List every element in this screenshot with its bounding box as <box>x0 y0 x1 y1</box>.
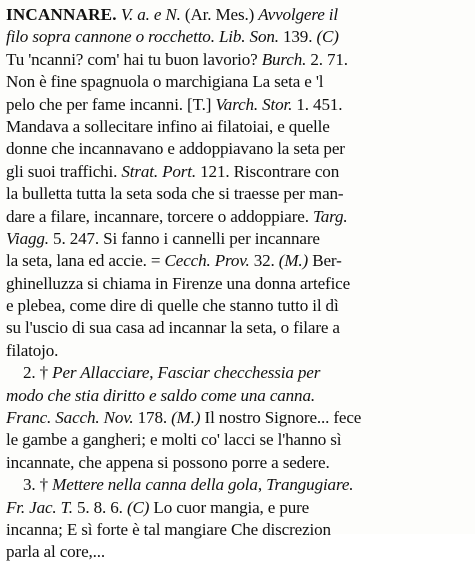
body-text: 3. † <box>23 475 53 495</box>
text-line <box>6 452 468 474</box>
body-text: parla al core,... <box>6 542 106 562</box>
italic-text: Fr. Jac. T. <box>6 497 73 517</box>
italic-text: Franc. Sacch. Nov. <box>6 408 134 428</box>
italic-text: Varch. Stor. <box>215 94 293 114</box>
text-line <box>6 94 468 116</box>
text-line <box>6 71 468 93</box>
text-line <box>6 49 468 71</box>
italic-text: filo sopra cannone o rocchetto. Lib. Son. <box>6 27 279 47</box>
italic-text: Strat. Port. <box>121 161 197 181</box>
body-text: 139. <box>278 27 317 47</box>
text-line <box>6 429 468 451</box>
italic-text: Avvolgere il <box>258 5 338 24</box>
body-text: filatojo. <box>6 340 59 360</box>
text-line <box>6 362 468 384</box>
text-line <box>6 295 468 317</box>
italic-text: Burch. <box>261 49 307 69</box>
body-text: dare a filare, incannare, torcere o addoppiare. <box>6 206 313 226</box>
text-line <box>6 541 468 563</box>
body-text: 32. <box>249 251 279 271</box>
text-line <box>6 206 468 228</box>
body-text: 5. 247. Si fanno i cannelli per incannare <box>48 228 320 248</box>
body-text: 1. 451. <box>292 94 343 114</box>
italic-text: (M.) <box>278 251 309 271</box>
italic-text: Per Allacciare <box>52 363 150 383</box>
body-text: incannate, che appena si possono porre a sedere. <box>6 452 330 472</box>
text-line <box>6 497 468 519</box>
dictionary-entry-incannare <box>6 4 468 564</box>
headword: INCANNARE. <box>6 5 117 24</box>
body-text: donne che incannavano e addoppiavano la seta per <box>6 139 345 159</box>
italic-text: Cecch. Prov. <box>164 251 250 271</box>
body-text: ghinelluzza si chiama in Firenze una donna artefice <box>6 273 351 293</box>
body-text: , <box>149 363 158 383</box>
italic-text: Mettere nella canna della gola <box>52 475 258 495</box>
text-line <box>6 385 468 407</box>
body-text: Tu 'ncanni? com' hai tu buon lavorio? <box>6 49 262 69</box>
italic-text: Fasciar checchessia per <box>157 363 321 383</box>
body-text: Lo cuor mangia, e pure <box>149 497 310 517</box>
body-text: incanna; E sì forte è tal mangiare Che discrezion <box>6 519 331 539</box>
text-line <box>6 250 468 272</box>
text-line <box>6 407 468 429</box>
body-text: (Ar. Mes.) <box>180 5 259 24</box>
text-line <box>6 474 468 496</box>
italic-text: (C) <box>316 27 339 47</box>
text-line <box>6 26 468 48</box>
italic-text: Targ. <box>312 206 348 226</box>
text-line <box>6 317 468 339</box>
text-line <box>6 161 468 183</box>
body-text: su l'uscio di sua casa ad incannar la seta, o filare a <box>6 318 340 338</box>
italic-text: V. a. e N. <box>120 5 181 24</box>
text-line <box>6 340 468 362</box>
text-line <box>6 138 468 160</box>
text-line <box>6 228 468 250</box>
body-text: Mandava a sollecitare infino ai filatoiai, e quelle <box>6 116 330 136</box>
body-text: Il nostro Signore... fece <box>200 408 362 428</box>
text-line <box>6 4 468 26</box>
italic-text: (C) <box>126 497 150 517</box>
italic-text: modo che stia diritto e saldo come una canna. <box>6 385 315 405</box>
body-text: le gambe a gangheri; e molti co' lacci se l'hanno sì <box>6 430 342 450</box>
italic-text: Viagg. <box>6 228 49 248</box>
body-text: 121. Riscontrare con <box>196 161 340 181</box>
text-line <box>6 116 468 138</box>
italic-text: (M.) <box>171 408 201 428</box>
body-text: , <box>257 475 267 495</box>
text-line <box>6 273 468 295</box>
body-text: pelo che per fame incanni. [T.] <box>6 94 216 114</box>
text-line <box>6 519 468 541</box>
body-text: gli suoi traffichi. <box>6 161 122 181</box>
body-text: la bulletta tutta la seta soda che si traesse per man- <box>6 184 344 204</box>
italic-text: Trangugiare. <box>266 475 354 495</box>
body-text: la seta, lana ed accie. = <box>6 251 165 271</box>
text-line <box>6 183 468 205</box>
body-text: Non è fine spagnuola o marchigiana La seta e 'l <box>6 72 324 92</box>
body-text: 2. 71. <box>306 49 348 69</box>
body-text: Ber- <box>308 251 342 271</box>
body-text: e plebea, come dire di quelle che stanno tutto il dì <box>6 296 339 316</box>
body-text: 178. <box>133 408 172 428</box>
body-text: 2. † <box>23 363 53 383</box>
body-text: 5. 8. 6. <box>72 497 127 517</box>
